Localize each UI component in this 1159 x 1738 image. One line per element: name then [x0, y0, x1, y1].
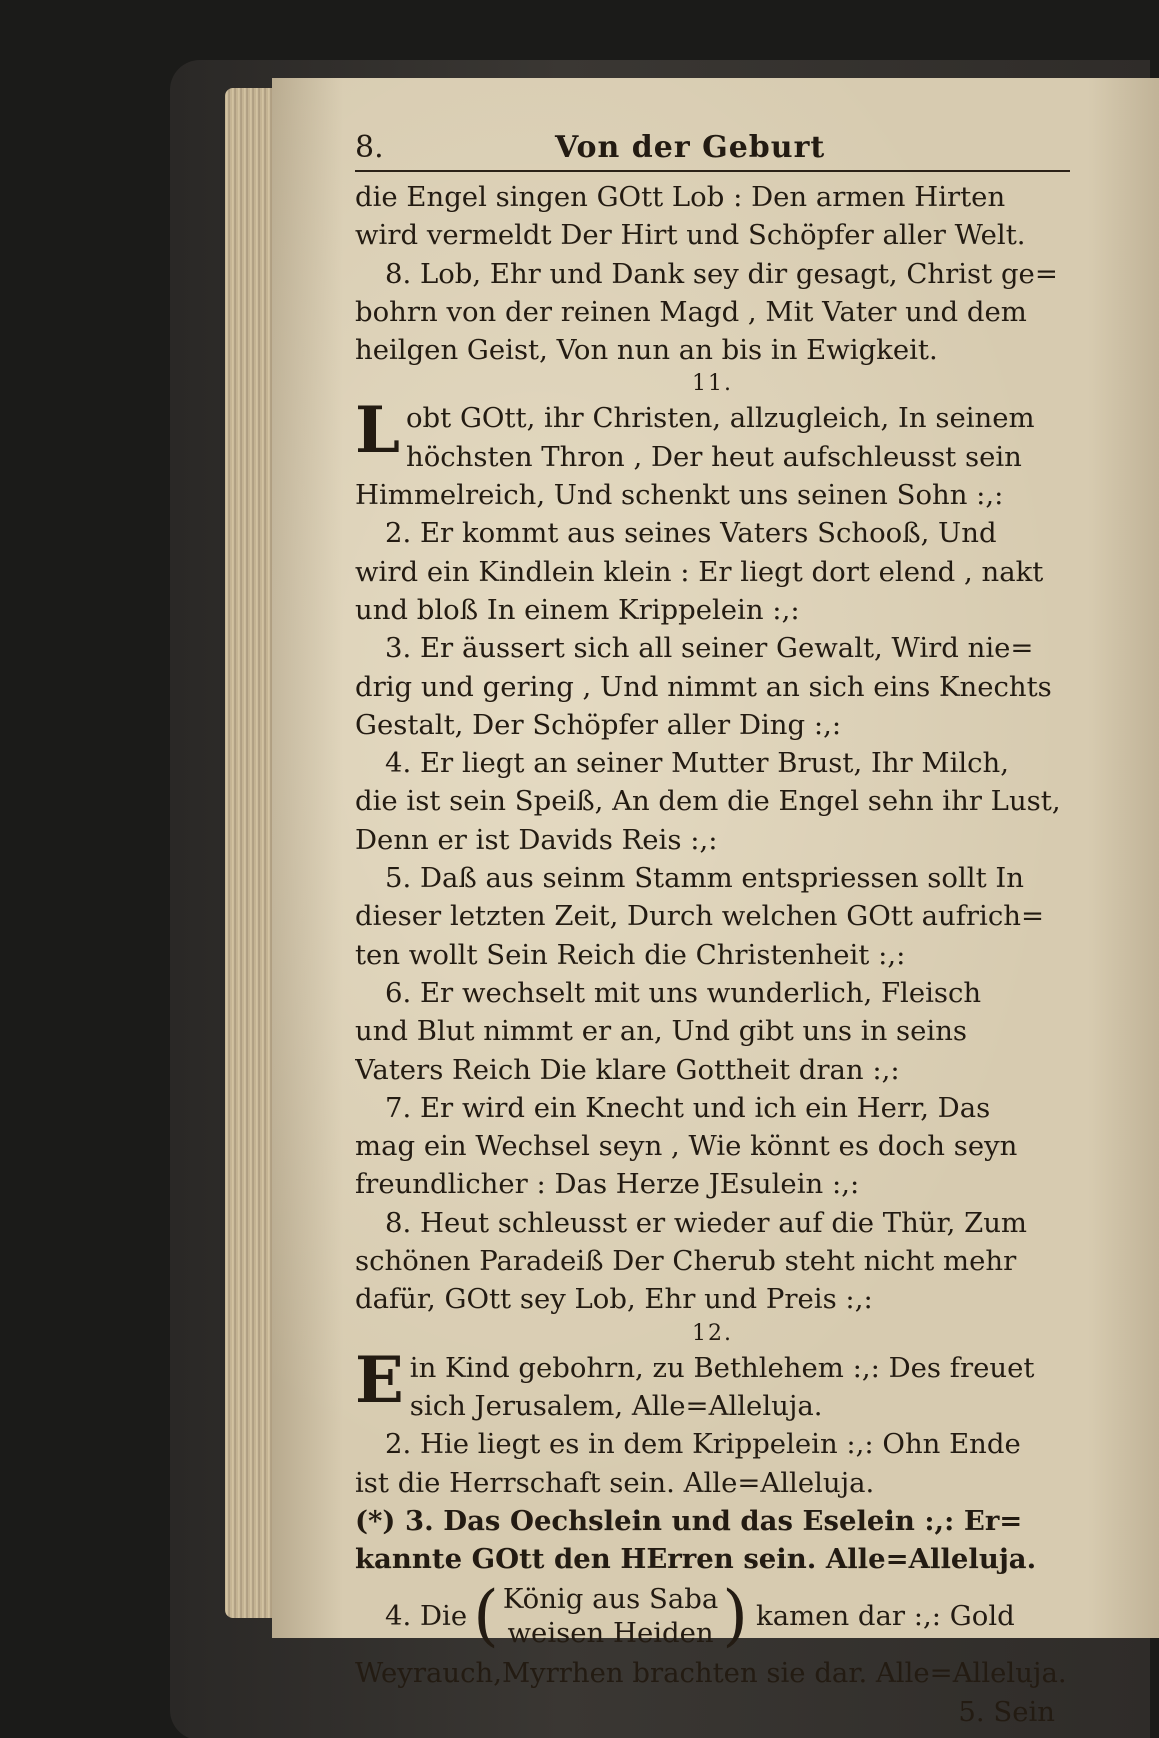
text-line: 6. Er wechselt mit uns wunderlich, Fleisch [385, 976, 982, 1009]
text-line: Denn er ist Davids Reis :,: [355, 823, 718, 856]
page-number: 8. [355, 130, 384, 165]
text-line: 5. Daß aus seinm Stamm entspriessen sollt In [385, 862, 1024, 895]
text-line: schönen Paradeiß Der Cherub steht nicht mehr [355, 1245, 1017, 1278]
text-line: Vaters Reich Die klare Gottheit dran :,: [355, 1053, 900, 1086]
text-line: 3. Er äussert sich all seiner Gewalt, Wird nie= [385, 632, 1034, 665]
hymn-11 [355, 393, 1070, 476]
left-paren: ( [473, 1577, 499, 1655]
choice-stack [499, 1582, 722, 1650]
text-line: ten wollt Sein Reich die Christenheit :,: [355, 938, 906, 971]
text-line: und bloß In einem Krippelein :,: [355, 593, 800, 626]
text-line: die Engel singen GOtt Lob : Den armen Hirten [355, 181, 1006, 213]
verse-lead: 4. Die [385, 1600, 468, 1633]
hymn-number: 12. [692, 1320, 733, 1346]
text-line: bohrn von der reinen Magd , Mit Vater und dem [355, 295, 1027, 328]
text-line: die ist sein Speiß, An dem die Engel sehn ihr Lust, [355, 785, 1061, 818]
drop-initial: E [355, 1342, 404, 1418]
text-line: wird vermeldt Der Hirt und Schöpfer aller Welt. [355, 219, 1026, 252]
carry-over-text [355, 178, 1070, 369]
verse-choice [355, 1578, 1070, 1654]
page-text [355, 130, 1070, 1731]
text-line: 4. Er liegt an seiner Mutter Brust, Ihr Milch, [385, 747, 1010, 780]
text-line: höchsten Thron , Der heut aufschleusst sein [406, 440, 1022, 473]
text-line: kannte GOtt den HErren sein. Alle=Alleluja. [355, 1543, 1037, 1576]
running-title: Von der Geburt [555, 130, 826, 165]
text-line: sich Jerusalem, Alle=Alleluja. [409, 1389, 823, 1422]
text-line: 2. Er kommt aus seines Vaters Schooß, Und [385, 517, 997, 550]
choice-top: König aus Saba [502, 1583, 719, 1616]
text-line: drig und gering , Und nimmt an sich eins Knechts [355, 670, 1052, 703]
choice-bottom: weisen Heiden [507, 1617, 714, 1650]
text-line: obt GOtt, ihr Christen, allzugleich, In seinem [406, 402, 1035, 435]
right-paren: ) [722, 1577, 749, 1655]
text-line: dafür, GOtt sey Lob, Ehr und Preis :,: [355, 1283, 873, 1316]
hymn-number: 11. [692, 371, 733, 397]
verse-continuation: kamen dar :,: Gold [756, 1600, 1015, 1633]
text-line: wird ein Kindlein klein : Er liegt dort elend , nakt [355, 555, 1044, 588]
text-line: Gestalt, Der Schöpfer aller Ding :,: [355, 708, 842, 741]
text-line: mag ein Wechsel seyn , Wie könnt es doch seyn [355, 1130, 1018, 1163]
text-line: (*) 3. Das Oechslein und das Eselein :,: Er= [355, 1504, 1023, 1537]
catchword: 5. Sein [958, 1695, 1055, 1728]
text-line: in Kind gebohrn, zu Bethlehem :,: Des freuet [409, 1351, 1035, 1384]
text-line: und Blut nimmt er an, Und gibt uns in seins [355, 1015, 968, 1048]
text-line: 8. Lob, Ehr und Dank sey dir gesagt, Christ ge= [385, 257, 1058, 290]
text-line: dieser letzten Zeit, Durch welchen GOtt aufrich= [355, 900, 1044, 933]
drop-initial: L [355, 393, 400, 469]
text-line: 2. Hie liegt es in dem Krippelein :,: Ohn Ende [385, 1428, 1021, 1461]
text-line: heilgen Geist, Von nun an bis in Ewigkeit. [355, 334, 938, 367]
text-line: freundlicher : Das Herze JEsulein :,: [355, 1168, 860, 1201]
running-header [355, 130, 1070, 172]
text-line: 8. Heut schleusst er wieder auf die Thür, Zum [385, 1206, 1028, 1239]
text-line: ist die Herrschaft sein. Alle=Alleluja. [355, 1466, 875, 1499]
text-line: Himmelreich, Und schenkt uns seinen Sohn :,: [355, 479, 1004, 512]
text-line: 7. Er wird ein Knecht und ich ein Herr, Das [385, 1091, 991, 1124]
hymn-12 [355, 1342, 1070, 1426]
text-line: Weyrauch,Myrrhen brachten sie dar. Alle=Alleluja. [355, 1657, 1067, 1690]
